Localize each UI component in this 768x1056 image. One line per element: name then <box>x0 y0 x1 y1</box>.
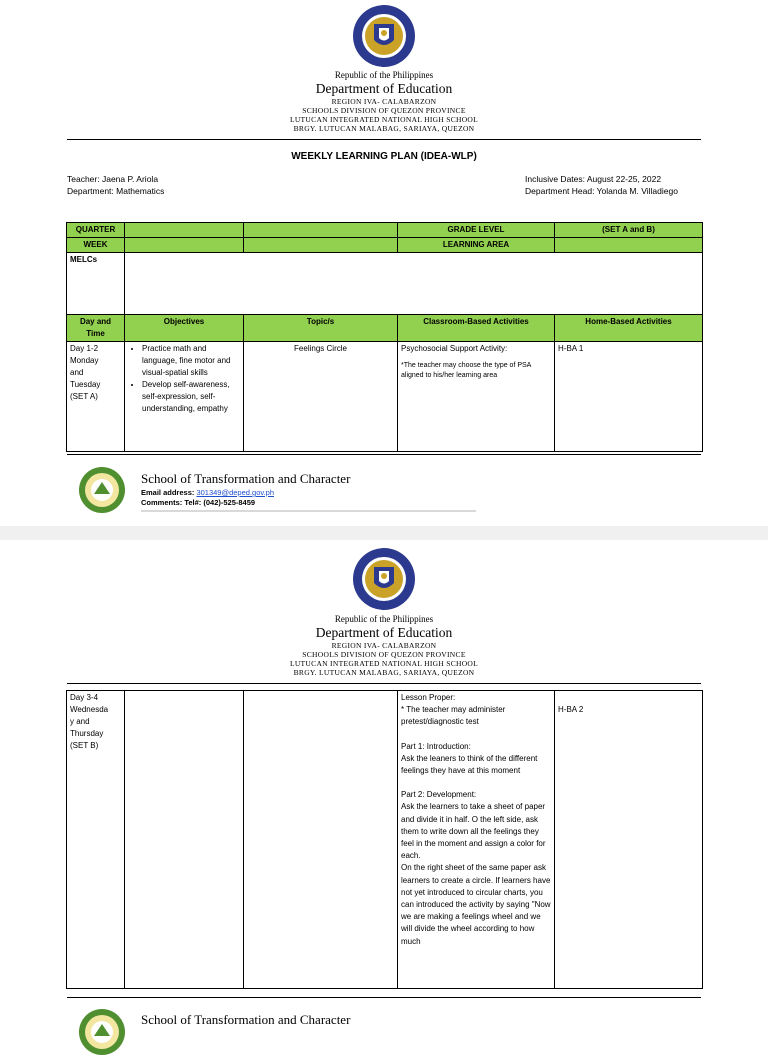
lesson-line: Lesson Proper: <box>401 693 456 702</box>
learning-area-label: LEARNING AREA <box>398 238 555 253</box>
republic-text: Republic of the Philippines <box>334 70 434 80</box>
home-cell <box>555 691 703 989</box>
republic-text: Republic of the Philippines <box>334 614 434 624</box>
quarter-value <box>125 223 244 238</box>
header-rule <box>67 683 701 684</box>
wlp-table <box>66 690 703 989</box>
region-text: REGION IVA- CALABARZON <box>331 97 437 106</box>
table-row <box>67 691 703 989</box>
department-text: Department of Education <box>315 625 453 640</box>
lesson-cell <box>398 691 555 989</box>
email-line <box>141 488 274 498</box>
school-seal-icon <box>78 466 126 514</box>
address-text: BRGY. LUTUCAN MALABAG, SARIAYA, QUEZON <box>293 124 475 133</box>
classroom-cell <box>398 342 555 452</box>
footer-rule <box>67 454 701 455</box>
day-line: Thursday <box>70 729 104 738</box>
page-gap <box>0 526 768 540</box>
classroom-title: Psychosocial Support Activity: <box>401 344 508 353</box>
objective-item: • Practice math and language, fine motor and visual-spatial skills <box>142 343 240 379</box>
week-value <box>125 238 244 253</box>
day-line: Day 1-2 <box>70 344 99 353</box>
day-line: (SET A) <box>70 392 98 401</box>
header-row <box>67 315 703 342</box>
day-cell <box>67 342 125 452</box>
col-home: Home-Based Activities <box>555 315 703 342</box>
department-head: Department Head: Yolanda M. Villadiego <box>525 186 678 196</box>
department-name: Department: Mathematics <box>67 186 165 196</box>
deped-seal-icon <box>352 4 416 68</box>
header-rule <box>67 139 701 140</box>
col-day: Day and Time <box>67 315 125 342</box>
topic-cell: Feelings Circle <box>244 342 398 452</box>
lesson-line: Part 2: Development: <box>401 790 477 800</box>
school-text: LUTUCAN INTEGRATED NATIONAL HIGH SCHOOL <box>289 115 479 124</box>
lesson-line: Ask the learners to take a sheet of paper and divide it in half. O the left side, ask them to write down all the feelings they feel in the moment and assign a color for each. <box>401 802 546 861</box>
melcs-label: MELCs <box>67 253 125 315</box>
day-line: (SET B) <box>70 741 99 750</box>
week-row <box>67 238 703 253</box>
deped-seal-icon <box>352 547 416 611</box>
quarter-row <box>67 223 703 238</box>
inclusive-dates: Inclusive Dates: August 22-25, 2022 <box>525 174 662 184</box>
lesson-line: Ask the leaners to think of the different feelings they have at this moment <box>401 753 538 776</box>
contact-block <box>141 488 274 508</box>
lesson-line: * The teacher may administer pretest/diagnostic test <box>401 705 506 727</box>
division-text: SCHOOLS DIVISION OF QUEZON PROVINCE <box>302 106 466 115</box>
day-line: Wednesda <box>70 705 109 714</box>
day-line: and <box>70 368 84 377</box>
week-blank <box>244 238 398 253</box>
plan-title: WEEKLY LEARNING PLAN (IDEA-WLP) <box>291 151 477 162</box>
email-link[interactable]: 301349@deped.gov.ph <box>196 488 274 497</box>
col-classroom: Classroom-Based Activities <box>398 315 555 342</box>
region-text: REGION IVA- CALABARZON <box>331 641 437 650</box>
table-row <box>67 342 703 452</box>
day-line: y and <box>70 717 90 726</box>
quarter-blank <box>244 223 398 238</box>
teacher-info <box>67 173 164 197</box>
col-objectives: Objectives <box>125 315 244 342</box>
wlp-table <box>66 222 703 452</box>
footer-rule <box>67 997 701 998</box>
quarter-label: QUARTER <box>67 223 125 238</box>
lesson-line: Part 1: Introduction: <box>401 741 471 751</box>
letterhead <box>0 614 768 677</box>
topic-cell <box>244 691 398 989</box>
home-cell: H-BA 1 <box>555 342 703 452</box>
melcs-row <box>67 253 703 315</box>
school-motto: School of Transformation and Character <box>141 471 351 486</box>
division-text: SCHOOLS DIVISION OF QUEZON PROVINCE <box>302 650 466 659</box>
learning-area-value <box>555 238 703 253</box>
email-label: Email address: <box>141 488 197 497</box>
grade-level-label: GRADE LEVEL <box>398 223 555 238</box>
melcs-value <box>125 253 703 315</box>
school-text: LUTUCAN INTEGRATED NATIONAL HIGH SCHOOL <box>289 659 479 668</box>
letterhead <box>0 70 768 133</box>
day-line: Tuesday <box>70 380 101 389</box>
col-topics: Topic/s <box>244 315 398 342</box>
objectives-cell <box>125 342 244 452</box>
lesson-line: On the right sheet of the same paper ask learners to create a circle. If learners have not yet introduced to circular charts, you can introduced the activity by saying "Now we are making a feelings wheel and we will divide the wheel according to how much <box>401 863 551 946</box>
objective-item: • Develop self-awareness, self-expression, self-understanding, empathy <box>142 379 240 415</box>
footer-fade-line <box>141 510 476 512</box>
department-text: Department of Education <box>315 81 453 96</box>
teacher-name: Teacher: Jaena P. Ariola <box>67 174 159 184</box>
comments-line: Comments: Tel#: (042)-525-8459 <box>141 498 256 507</box>
day-line: Day 3-4 <box>70 693 99 702</box>
school-motto: School of Transformation and Character <box>141 1012 351 1027</box>
week-label: WEEK <box>67 238 125 253</box>
day-line: Monday <box>70 356 99 365</box>
home-value: H-BA 2 <box>558 705 584 714</box>
address-text: BRGY. LUTUCAN MALABAG, SARIAYA, QUEZON <box>293 668 475 677</box>
objectives-cell <box>125 691 244 989</box>
classroom-note: *The teacher may choose the type of PSA aligned to his/her learning area <box>401 362 531 379</box>
date-info <box>525 173 678 197</box>
day-cell <box>67 691 125 989</box>
set-label: (SET A and B) <box>555 223 703 238</box>
school-seal-icon <box>78 1008 126 1056</box>
